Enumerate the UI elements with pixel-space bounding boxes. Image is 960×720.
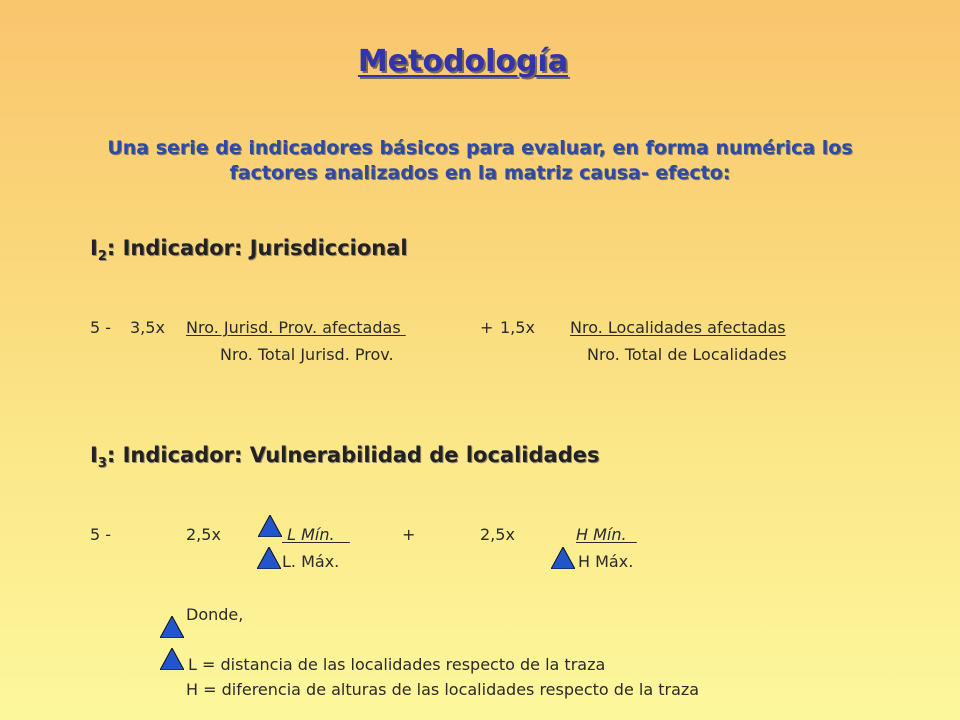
- delta-icon: [551, 547, 575, 569]
- i2-denominator-1: Nro. Total Jurisd. Prov.: [220, 345, 394, 364]
- i2-numerator-1: Nro. Jurisd. Prov. afectadas: [186, 318, 406, 337]
- i3-coef1: 2,5x: [186, 525, 221, 544]
- i3-numerator-1: L Mín.: [282, 525, 350, 544]
- i2-heading-sub: 2: [97, 249, 107, 265]
- i3-heading-text: : Indicador: Vulnerabilidad de localidades: [106, 443, 600, 467]
- i3-denominator-2: H Máx.: [578, 552, 634, 571]
- i2-coef1: 3,5x: [130, 318, 165, 337]
- i2-coef2: 1,5x: [500, 318, 535, 337]
- i2-heading: [90, 236, 408, 264]
- i2-numerator-2: Nro. Localidades afectadas: [570, 318, 786, 337]
- delta-icon: [257, 547, 281, 569]
- delta-icon: [160, 648, 184, 670]
- i3-const: 5 -: [90, 525, 112, 544]
- i2-const: 5 -: [90, 318, 112, 337]
- i2-heading-text: : Indicador: Jurisdiccional: [106, 236, 408, 260]
- i3-definition-h: H = diferencia de alturas de las localidades respecto de la traza: [186, 680, 700, 699]
- i3-heading-prefix: I: [90, 443, 98, 467]
- i3-donde: Donde,: [186, 605, 244, 624]
- i3-denominator-1: L. Máx.: [282, 552, 340, 571]
- i3-definition-l: L = distancia de las localidades respecto de la traza: [188, 655, 606, 674]
- page-title: Metodología: [357, 44, 569, 79]
- i2-plus: +: [480, 318, 494, 337]
- i2-denominator-2: Nro. Total de Localidades: [587, 345, 787, 364]
- i3-heading: [90, 443, 599, 471]
- i3-numerator-2: [550, 525, 637, 544]
- i3-heading-sub: 3: [97, 456, 107, 472]
- i2-heading-prefix: I: [90, 236, 98, 260]
- i3-plus: +: [402, 525, 416, 544]
- delta-icon: [258, 515, 282, 537]
- page-subtitle: Una serie de indicadores básicos para evaluar, en forma numérica los factores analizados en la matriz causa- efecto:: [107, 137, 853, 184]
- i3-coef2: 2,5x: [480, 525, 515, 544]
- i3-numerator-2-text: H Mín.: [576, 525, 637, 544]
- delta-icon: [160, 616, 184, 638]
